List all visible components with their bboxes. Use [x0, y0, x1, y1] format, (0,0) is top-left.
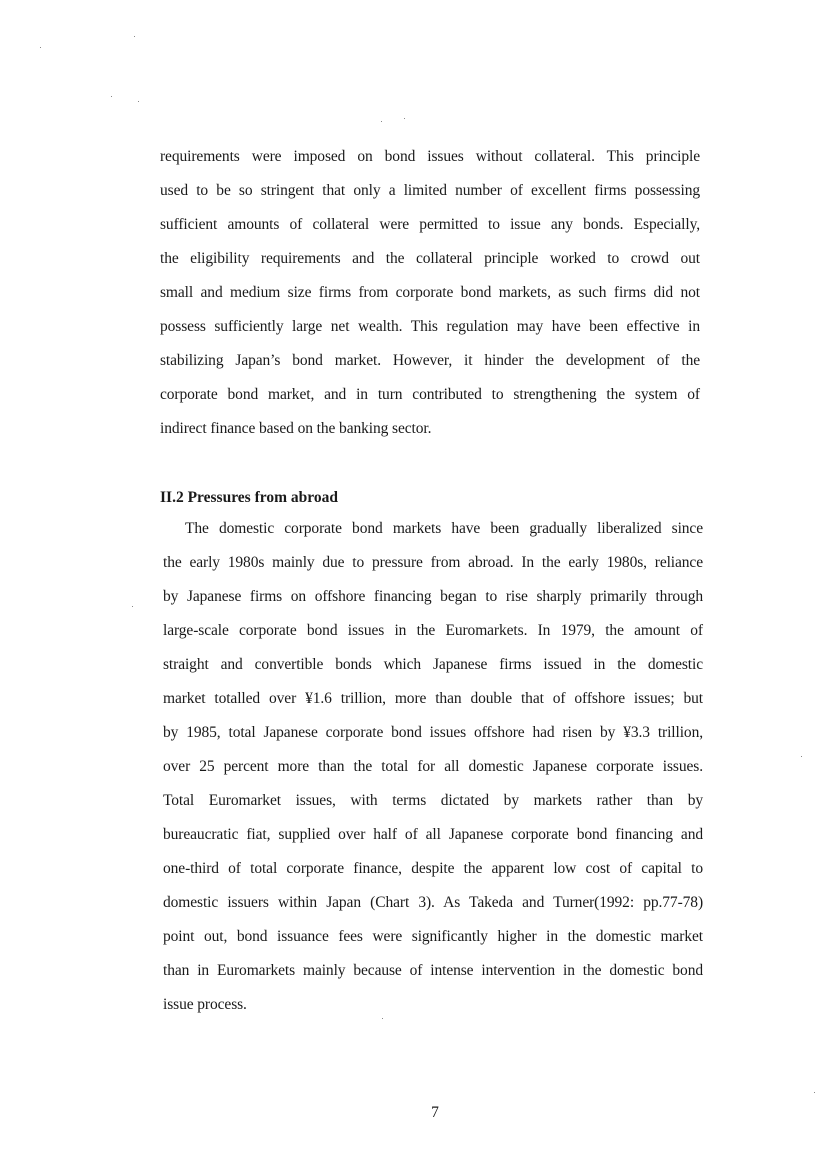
scan-speck: [404, 118, 405, 119]
page-number: 7: [431, 1104, 439, 1121]
scan-speck: [814, 1092, 815, 1093]
text-line: issue process.: [163, 996, 247, 1013]
scan-speck: [40, 47, 41, 48]
text-line: straight and convertible bonds which Japanese firms issued in the domestic: [163, 656, 703, 673]
text-line: over 25 percent more than the total for all domestic Japanese corporate issues.: [163, 758, 703, 775]
paragraph-pressures-from-abroad: [163, 512, 703, 1022]
text-line: the eligibility requirements and the collateral principle worked to crowd out: [160, 250, 700, 267]
text-line: by Japanese firms on offshore financing began to rise sharply primarily through: [163, 588, 703, 605]
text-line: Total Euromarket issues, with terms dictated by markets rather than by: [163, 792, 703, 809]
text-line: small and medium size firms from corporate bond markets, as such firms did not: [160, 284, 700, 301]
text-line: The domestic corporate bond markets have been gradually liberalized since: [185, 520, 703, 537]
scan-speck: [111, 96, 112, 97]
text-line: than in Euromarkets mainly because of intense intervention in the domestic bond: [163, 962, 703, 979]
text-line: stabilizing Japan’s bond market. However, it hinder the development of the: [160, 352, 700, 369]
text-line: by 1985, total Japanese corporate bond issues offshore had risen by ¥3.3 trillion,: [163, 724, 703, 741]
text-line: one-third of total corporate finance, despite the apparent low cost of capital to: [163, 860, 703, 877]
text-line: market totalled over ¥1.6 trillion, more than double that of offshore issues; but: [163, 690, 703, 707]
text-line: point out, bond issuance fees were significantly higher in the domestic market: [163, 928, 703, 945]
paragraph-eligibility-requirements: [160, 140, 700, 446]
text-line: bureaucratic fiat, supplied over half of all Japanese corporate bond financing and: [163, 826, 703, 843]
scan-speck: [381, 121, 382, 122]
text-line: used to be so stringent that only a limited number of excellent firms possessing: [160, 182, 700, 199]
scan-speck: [138, 101, 139, 102]
scan-speck: [382, 1018, 383, 1019]
scan-speck: [134, 36, 135, 37]
text-line: requirements were imposed on bond issues without collateral. This principle: [160, 148, 700, 165]
text-line: corporate bond market, and in turn contributed to strengthening the system of: [160, 386, 700, 403]
text-line: large-scale corporate bond issues in the Euromarkets. In 1979, the amount of: [163, 622, 703, 639]
section-heading: II.2 Pressures from abroad: [160, 489, 338, 506]
text-line: indirect finance based on the banking sector.: [160, 420, 432, 437]
scan-speck: [132, 606, 133, 607]
scan-speck: [801, 756, 802, 757]
text-line: domestic issuers within Japan (Chart 3). As Takeda and Turner(1992: pp.77-78): [163, 894, 703, 911]
text-line: sufficient amounts of collateral were permitted to issue any bonds. Especially,: [160, 216, 700, 233]
text-line: possess sufficiently large net wealth. This regulation may have been effective in: [160, 318, 700, 335]
text-line: the early 1980s mainly due to pressure from abroad. In the early 1980s, reliance: [163, 554, 703, 571]
